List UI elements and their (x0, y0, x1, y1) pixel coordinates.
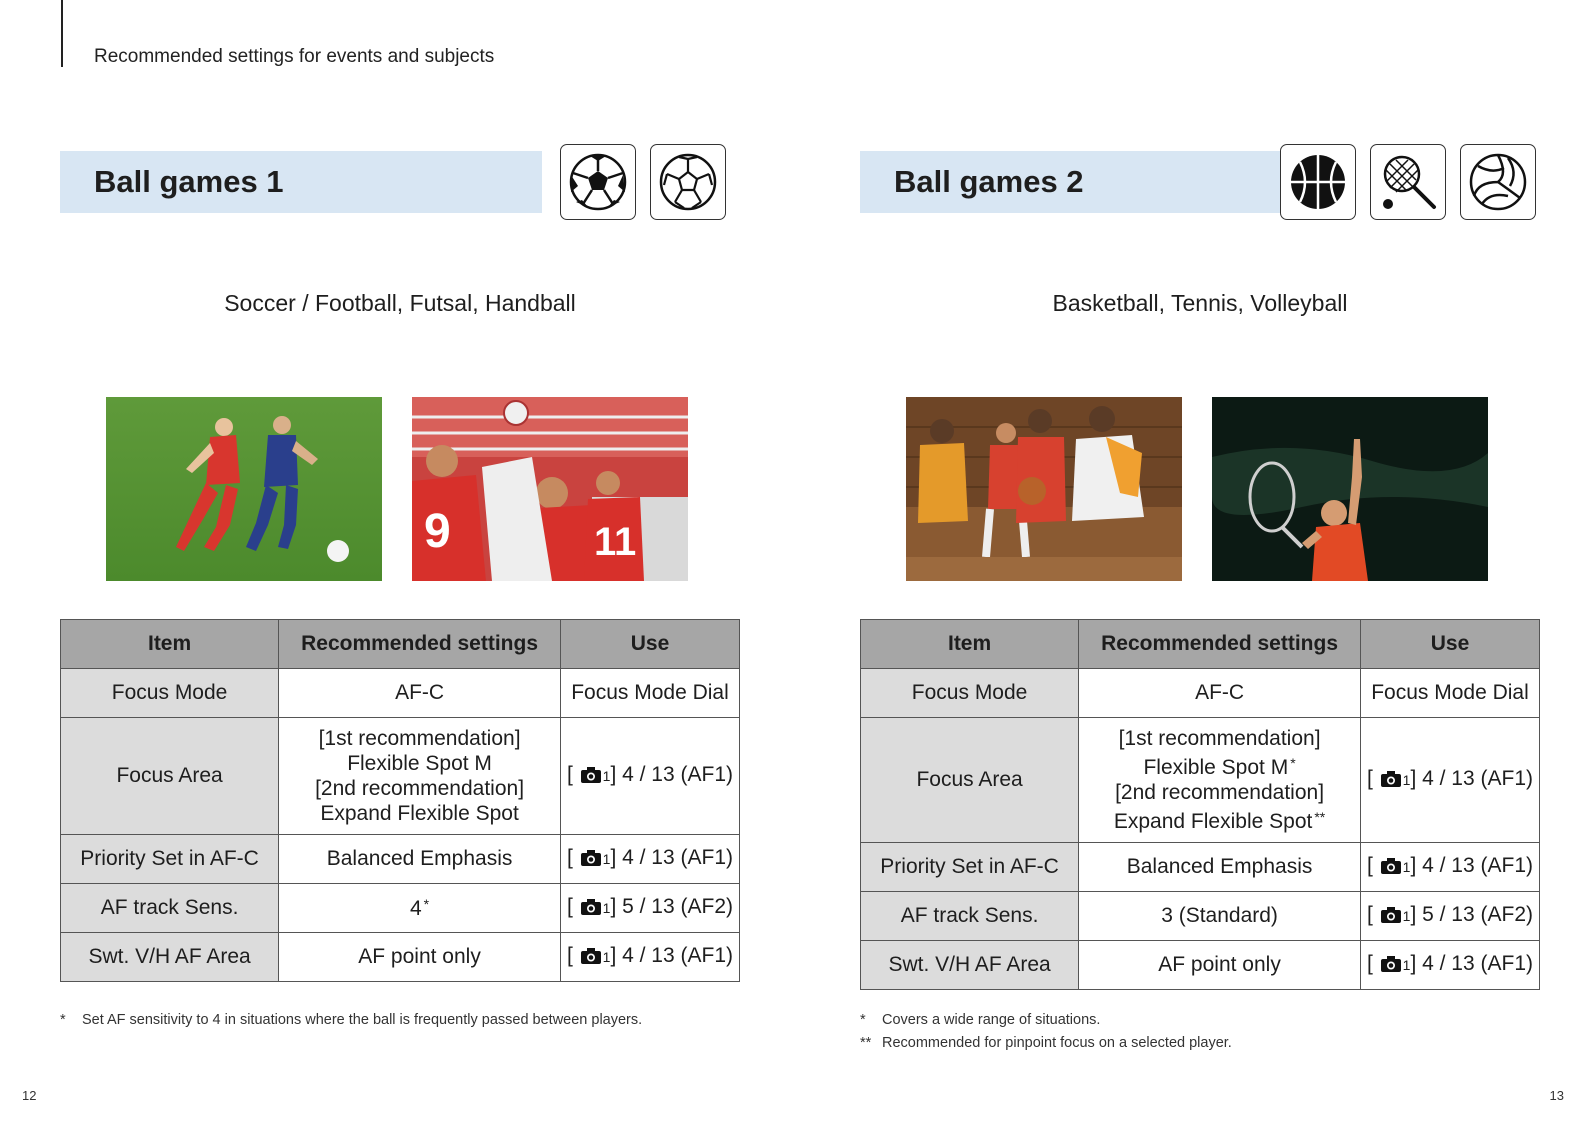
footnote (60, 1009, 760, 1032)
handball-players-photo (412, 397, 688, 581)
menu-tab-number: 1 (1402, 859, 1411, 875)
camera-icon (581, 946, 601, 970)
row-recommended: AF point only (279, 933, 561, 982)
row-use (1360, 941, 1539, 990)
row-item: Priority Set in AF-C (861, 843, 1079, 892)
tennis-racket-icon (1370, 144, 1446, 220)
row-item: AF track Sens. (61, 884, 279, 933)
menu-tab-number: 1 (1402, 908, 1411, 924)
footnote-mark: * (860, 1012, 866, 1028)
volleyball-icon (1460, 144, 1536, 220)
header-recommended: Recommended settings (1079, 620, 1361, 669)
row-item: Priority Set in AF-C (61, 835, 279, 884)
row-recommended: Balanced Emphasis (279, 835, 561, 884)
table-row (61, 933, 740, 982)
row-item: Focus Mode (861, 669, 1079, 718)
use-ref: ] 4 / 13 (AF1) (610, 944, 733, 967)
row-use (560, 835, 739, 884)
camera-icon (1381, 769, 1401, 793)
row-item: Focus Area (861, 718, 1079, 843)
row-recommended (1079, 718, 1361, 843)
table-row (861, 669, 1540, 718)
row-use (560, 933, 739, 982)
row-use (560, 718, 739, 835)
table-row (861, 941, 1540, 990)
header-item: Item (861, 620, 1079, 669)
menu-tab-number: 1 (602, 768, 611, 784)
table-row (861, 718, 1540, 843)
page-number-right: 13 (1549, 1088, 1564, 1103)
camera-icon (581, 897, 601, 921)
use-ref: ] 4 / 13 (AF1) (1410, 854, 1533, 877)
sports-subtitle: Basketball, Tennis, Volleyball (1052, 290, 1348, 316)
bracket-open: [ (566, 846, 573, 869)
bracket-open: [ (1366, 903, 1373, 926)
footnote-mark: * (60, 1012, 66, 1028)
row-item: Focus Mode (61, 669, 279, 718)
footnote-text: Covers a wide range of situations. (882, 1012, 1101, 1028)
header-recommended: Recommended settings (279, 620, 561, 669)
footnotes (860, 1009, 1560, 1055)
row-use (1360, 892, 1539, 941)
rec-line (1085, 805, 1354, 834)
camera-icon (1381, 954, 1401, 978)
soccer-ball-icon (560, 144, 636, 220)
svg-text:9: 9 (424, 505, 451, 558)
footnote-mark: ** (1314, 809, 1326, 825)
bracket-open: [ (566, 763, 573, 786)
page-number-left: 12 (22, 1088, 37, 1103)
table-row (861, 843, 1540, 892)
footnote-mark: ** (860, 1035, 872, 1051)
sports-subtitle: Soccer / Football, Futsal, Handball (224, 290, 576, 316)
page-title: Ball games 2 (894, 164, 1084, 199)
left-page (60, 0, 740, 1122)
footnote (860, 1009, 1560, 1032)
bracket-open: [ (566, 895, 573, 918)
camera-icon (581, 765, 601, 789)
title-bar (860, 151, 1342, 213)
row-item: Focus Area (61, 718, 279, 835)
row-use: Focus Mode Dial (560, 669, 739, 718)
rec-line: [1st recommendation] (1118, 727, 1321, 750)
rec-value: 4 (409, 896, 422, 920)
bracket-open: [ (1366, 854, 1373, 877)
bracket-open: [ (1366, 767, 1373, 790)
header-use: Use (1360, 620, 1539, 669)
header-item: Item (61, 620, 279, 669)
use-ref: ] 5 / 13 (AF2) (1410, 903, 1533, 926)
rec-line (1085, 751, 1354, 780)
row-recommended (279, 718, 561, 835)
rec-line: Expand Flexible Spot (320, 802, 519, 825)
use-ref: ] 4 / 13 (AF1) (1410, 767, 1533, 790)
use-ref: ] 5 / 13 (AF2) (610, 895, 733, 918)
row-recommended: Balanced Emphasis (1079, 843, 1361, 892)
row-item: Swt. V/H AF Area (61, 933, 279, 982)
table-row (61, 835, 740, 884)
table-header-row (861, 620, 1540, 669)
row-recommended: 3 (Standard) (1079, 892, 1361, 941)
settings-table (860, 619, 1540, 990)
row-recommended: AF-C (279, 669, 561, 718)
svg-text:11: 11 (594, 520, 637, 564)
menu-tab-number: 1 (1402, 772, 1411, 788)
row-item: Swt. V/H AF Area (861, 941, 1079, 990)
menu-tab-number: 1 (602, 900, 611, 916)
bracket-open: [ (1366, 952, 1373, 975)
camera-icon (1381, 905, 1401, 929)
rec-value: Flexible Spot M (1143, 756, 1289, 779)
menu-tab-number: 1 (602, 949, 611, 965)
menu-tab-number: 1 (602, 851, 611, 867)
rec-line: [2nd recommendation] (315, 777, 525, 800)
soccer-ball-outline-icon (650, 144, 726, 220)
section-title: Recommended settings for events and subjects (94, 46, 495, 67)
camera-icon (1381, 856, 1401, 880)
basketball-icon (1280, 144, 1356, 220)
footnote-text: Recommended for pinpoint focus on a selected player. (882, 1035, 1232, 1051)
title-bar (60, 151, 542, 213)
table-header-row (61, 620, 740, 669)
table-row (61, 718, 740, 835)
footnote-mark: * (1290, 755, 1296, 771)
footnote-mark: * (423, 895, 430, 912)
basketball-players-photo (906, 397, 1182, 581)
tennis-player-photo (1212, 397, 1488, 581)
row-use (1360, 718, 1539, 843)
footnote-text: Set AF sensitivity to 4 in situations where the ball is frequently passed between players. (82, 1012, 643, 1028)
row-recommended: AF point only (1079, 941, 1361, 990)
table-row (861, 892, 1540, 941)
bracket-open: [ (566, 944, 573, 967)
page-title: Ball games 1 (94, 164, 284, 199)
row-use (1360, 843, 1539, 892)
use-ref: ] 4 / 13 (AF1) (610, 846, 733, 869)
settings-table (60, 619, 740, 982)
row-recommended: AF-C (1079, 669, 1361, 718)
use-ref: ] 4 / 13 (AF1) (1410, 952, 1533, 975)
row-use (560, 884, 739, 933)
rec-line: [1st recommendation] (318, 727, 521, 750)
menu-tab-number: 1 (1402, 957, 1411, 973)
table-row (61, 884, 740, 933)
row-item: AF track Sens. (861, 892, 1079, 941)
row-use: Focus Mode Dial (1360, 669, 1539, 718)
right-page (860, 0, 1540, 1122)
use-ref: ] 4 / 13 (AF1) (610, 763, 733, 786)
table-row (61, 669, 740, 718)
rec-line: Flexible Spot M (347, 752, 492, 775)
soccer-players-photo (106, 397, 382, 581)
rec-value: Expand Flexible Spot (1113, 810, 1313, 833)
header-use: Use (560, 620, 739, 669)
footnotes (60, 1009, 760, 1032)
rec-line: [2nd recommendation] (1115, 781, 1325, 804)
camera-icon (581, 848, 601, 872)
row-recommended (279, 884, 561, 933)
footnote (860, 1032, 1560, 1055)
